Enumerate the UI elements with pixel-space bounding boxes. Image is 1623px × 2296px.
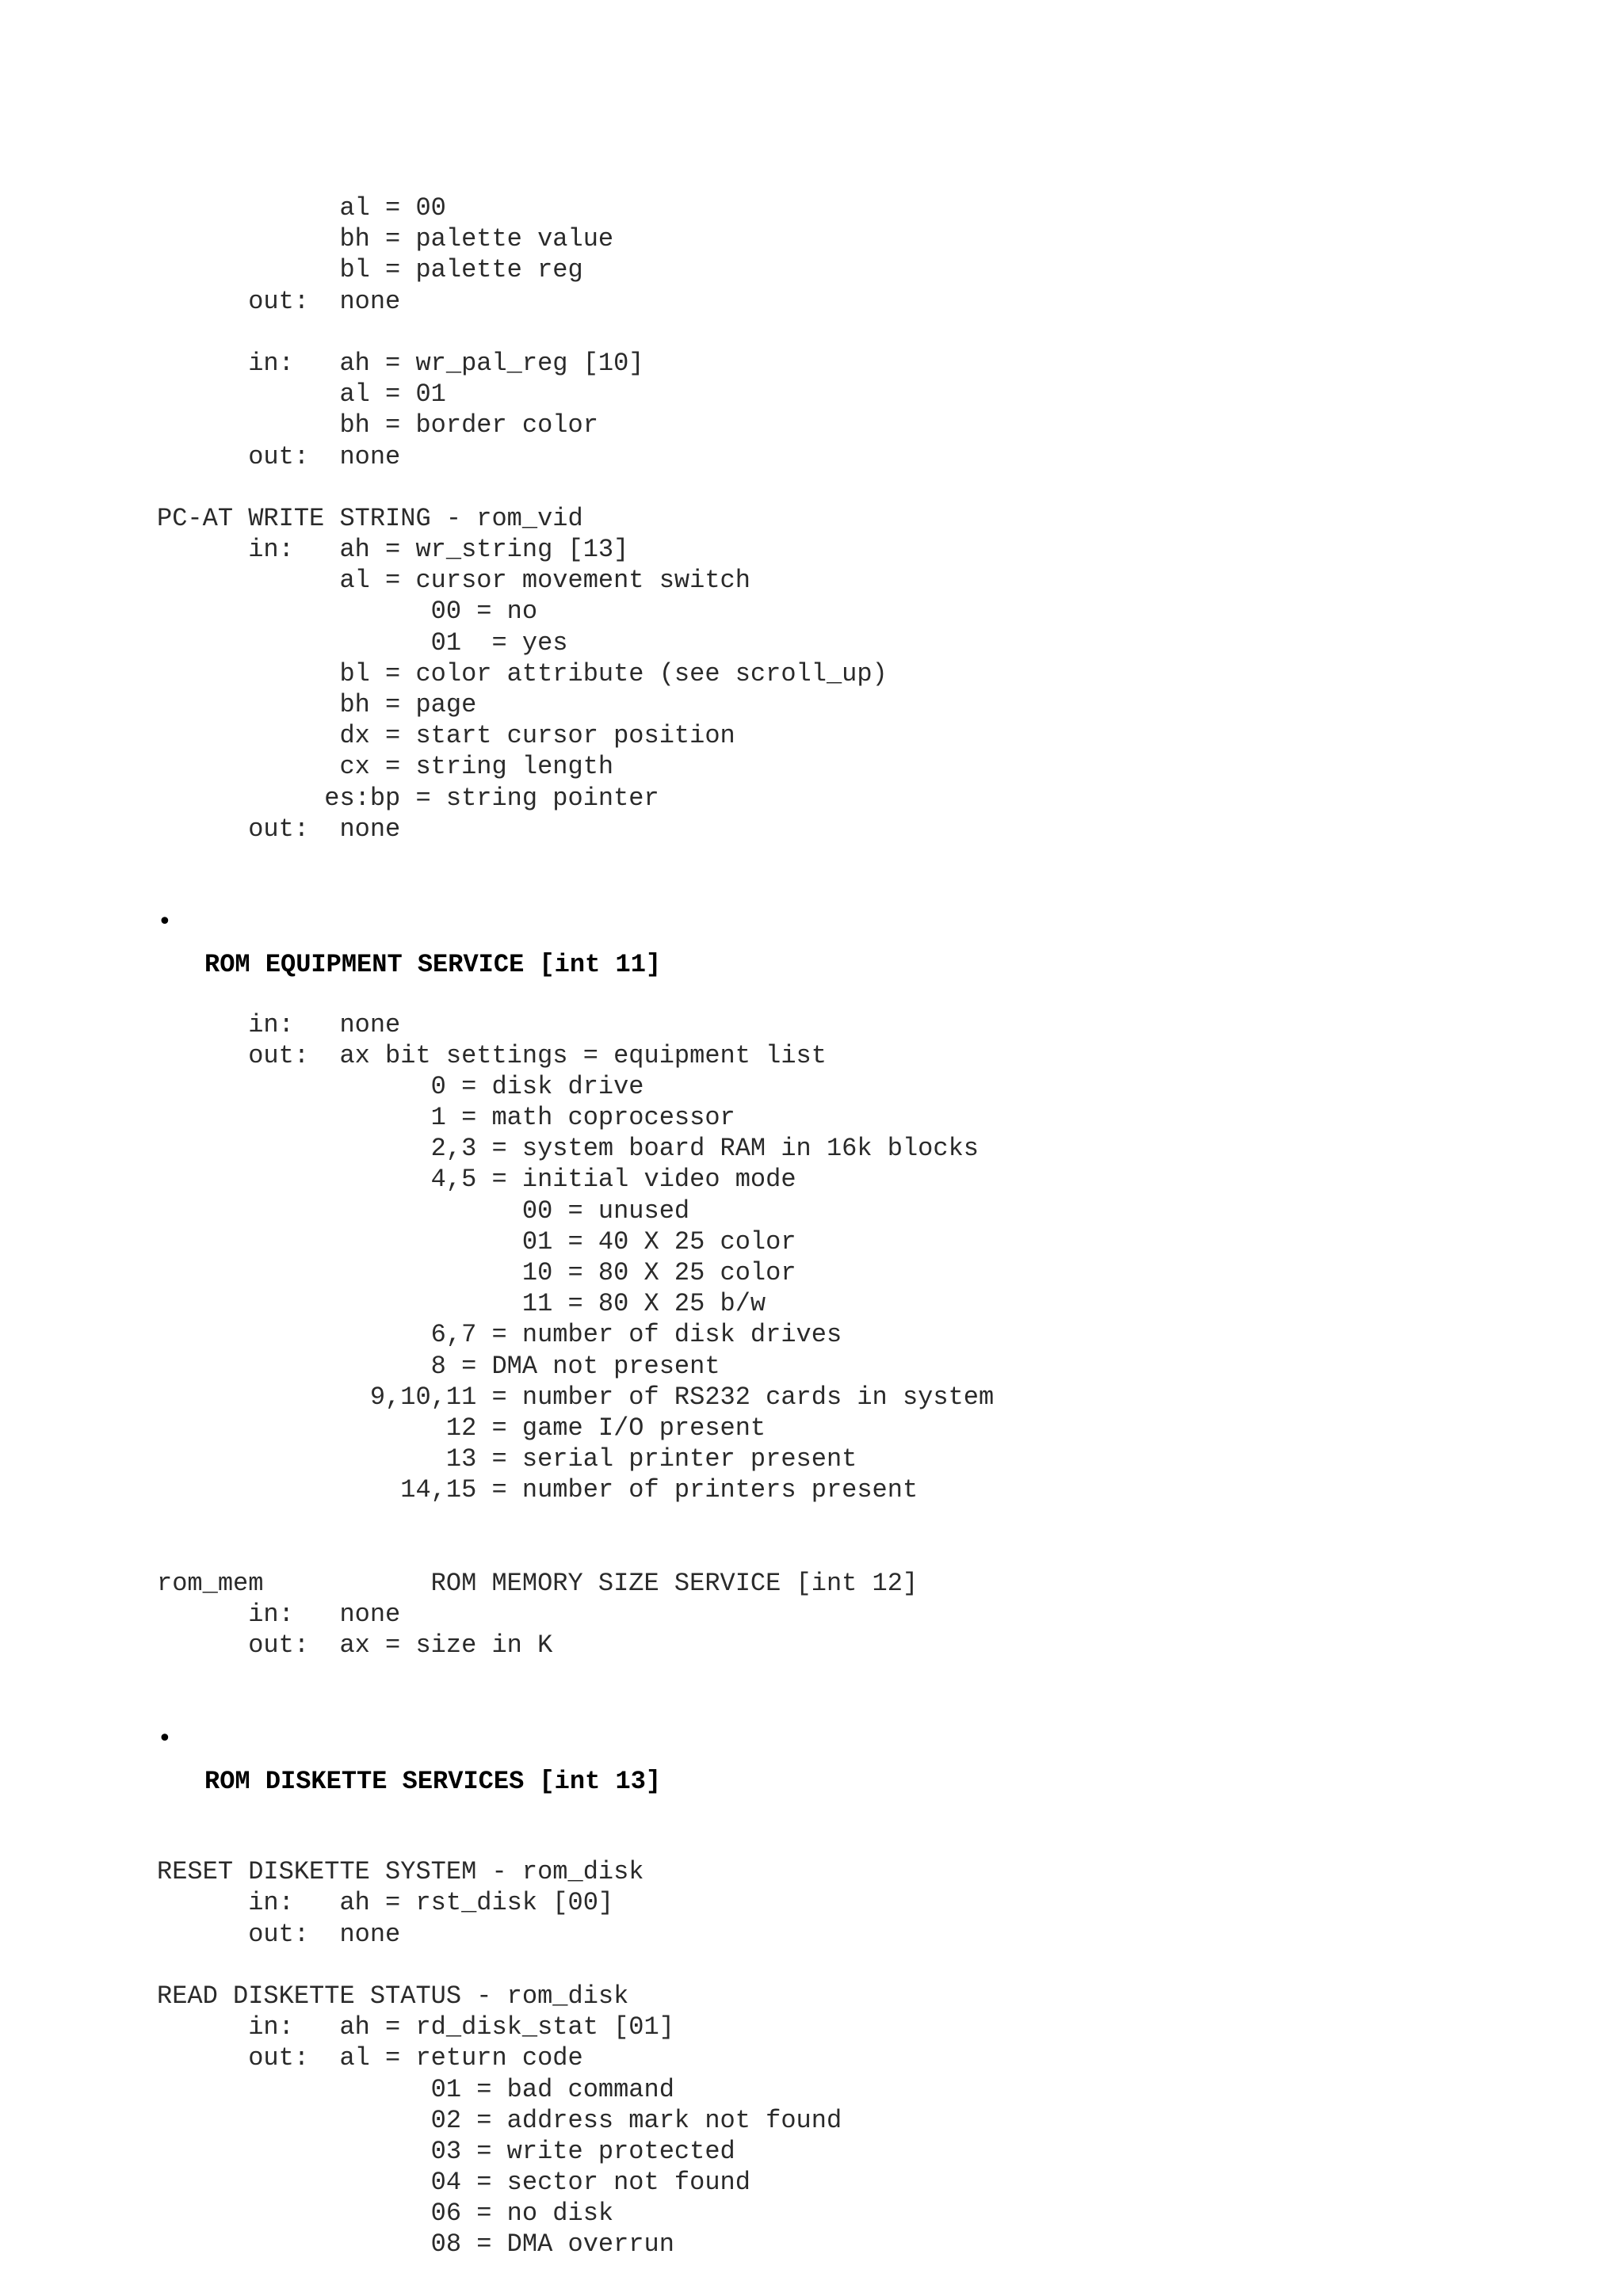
blank-line — [157, 845, 1583, 875]
doc-line: 01 = yes — [157, 627, 568, 658]
bullet-icon: • — [158, 908, 172, 936]
write-string-entry — [157, 503, 1583, 845]
palette-border-color-entry — [157, 348, 1583, 472]
doc-line: in: none — [157, 1600, 401, 1630]
blank-line — [157, 317, 1583, 348]
doc-line: bl = palette reg — [157, 255, 583, 285]
doc-line: 06 = no disk — [157, 2199, 614, 2229]
doc-line: bh = page — [157, 690, 477, 719]
doc-line: 0 = disk drive — [157, 1071, 644, 1101]
blank-line — [157, 1506, 1583, 1537]
doc-line: 4,5 = initial video mode — [157, 1165, 796, 1195]
doc-line: 08 = DMA overrun — [157, 2229, 674, 2260]
doc-line: 03 = write protected — [157, 2136, 735, 2166]
doc-line: 6,7 = number of disk drives — [157, 1320, 842, 1350]
doc-line: 01 = bad command — [157, 2074, 674, 2104]
blank-line — [157, 1661, 1583, 1691]
doc-line: out: none — [157, 286, 401, 316]
doc-line: 14,15 = number of printers present — [157, 1475, 918, 1505]
blank-line — [157, 1825, 1583, 1856]
entry-title: RESET DISKETTE SYSTEM - rom_disk — [157, 1857, 644, 1887]
doc-line: out: none — [157, 814, 401, 844]
blank-line — [157, 1692, 1583, 1723]
equipment-service-section — [157, 906, 1583, 1505]
doc-line: out: none — [157, 1919, 401, 1949]
bullet-icon: • — [158, 1724, 172, 1753]
doc-line: 00 = unused — [157, 1196, 690, 1226]
read-diskette-status-entry — [157, 1981, 1583, 2260]
doc-line: bh = border color — [157, 410, 598, 441]
doc-line: out: none — [157, 441, 401, 471]
doc-line: 11 = 80 X 25 b/w — [157, 1289, 766, 1319]
doc-line: 02 = address mark not found — [157, 2105, 842, 2135]
doc-line: dx = start cursor position — [157, 721, 735, 751]
doc-line: cx = string length — [157, 752, 614, 782]
doc-line: 1 = math coprocessor — [157, 1103, 735, 1133]
doc-line: al = cursor movement switch — [157, 566, 750, 596]
doc-line: 13 = serial printer present — [157, 1444, 857, 1474]
doc-line: in: none — [157, 1009, 401, 1039]
doc-line: out: ax = size in K — [157, 1630, 553, 1661]
doc-line: 8 = DMA not present — [157, 1351, 720, 1381]
doc-line: bh = palette value — [157, 224, 614, 254]
palette-register-continuation — [157, 193, 1583, 317]
doc-line: in: ah = wr_string [13] — [157, 535, 629, 565]
blank-line — [157, 1950, 1583, 1981]
section-heading-text: ROM EQUIPMENT SERVICE [int 11] — [204, 950, 662, 980]
blank-line — [157, 1537, 1583, 1568]
diskette-services-heading — [157, 1723, 1583, 1825]
reset-diskette-entry — [157, 1856, 1583, 1950]
doc-line: es:bp = string pointer — [157, 783, 659, 813]
doc-line: al = 00 — [157, 193, 446, 223]
doc-line: 12 = game I/O present — [157, 1413, 766, 1443]
doc-line: 2,3 = system board RAM in 16k blocks — [157, 1134, 979, 1164]
doc-line: in: ah = rst_disk [00] — [157, 1888, 614, 1918]
section-heading-text: ROM DISKETTE SERVICES [int 13] — [204, 1766, 662, 1796]
entry-title: PC-AT WRITE STRING - rom_vid — [157, 503, 583, 533]
doc-line: 10 = 80 X 25 color — [157, 1258, 796, 1287]
section-heading — [157, 906, 1583, 1009]
entry-title: READ DISKETTE STATUS - rom_disk — [157, 1981, 629, 2011]
doc-line: 00 = no — [157, 597, 538, 627]
doc-line: 04 = sector not found — [157, 2168, 750, 2198]
memory-size-entry — [157, 1568, 1583, 1661]
doc-line: al = 01 — [157, 379, 446, 410]
doc-line: 01 = 40 X 25 color — [157, 1226, 796, 1257]
entry-title: rom_mem ROM MEMORY SIZE SERVICE [int 12] — [157, 1568, 918, 1598]
doc-line: in: ah = rd_disk_stat [01] — [157, 2012, 674, 2042]
doc-line: 9,10,11 = number of RS232 cards in system — [157, 1382, 995, 1412]
doc-line: bl = color attribute (see scroll_up) — [157, 658, 888, 688]
doc-line: out: ax bit settings = equipment list — [157, 1040, 827, 1070]
document-page — [157, 193, 1583, 2260]
doc-line: in: ah = wr_pal_reg [10] — [157, 348, 644, 378]
blank-line — [157, 472, 1583, 503]
doc-line: out: al = return code — [157, 2043, 583, 2073]
blank-line — [157, 875, 1583, 906]
